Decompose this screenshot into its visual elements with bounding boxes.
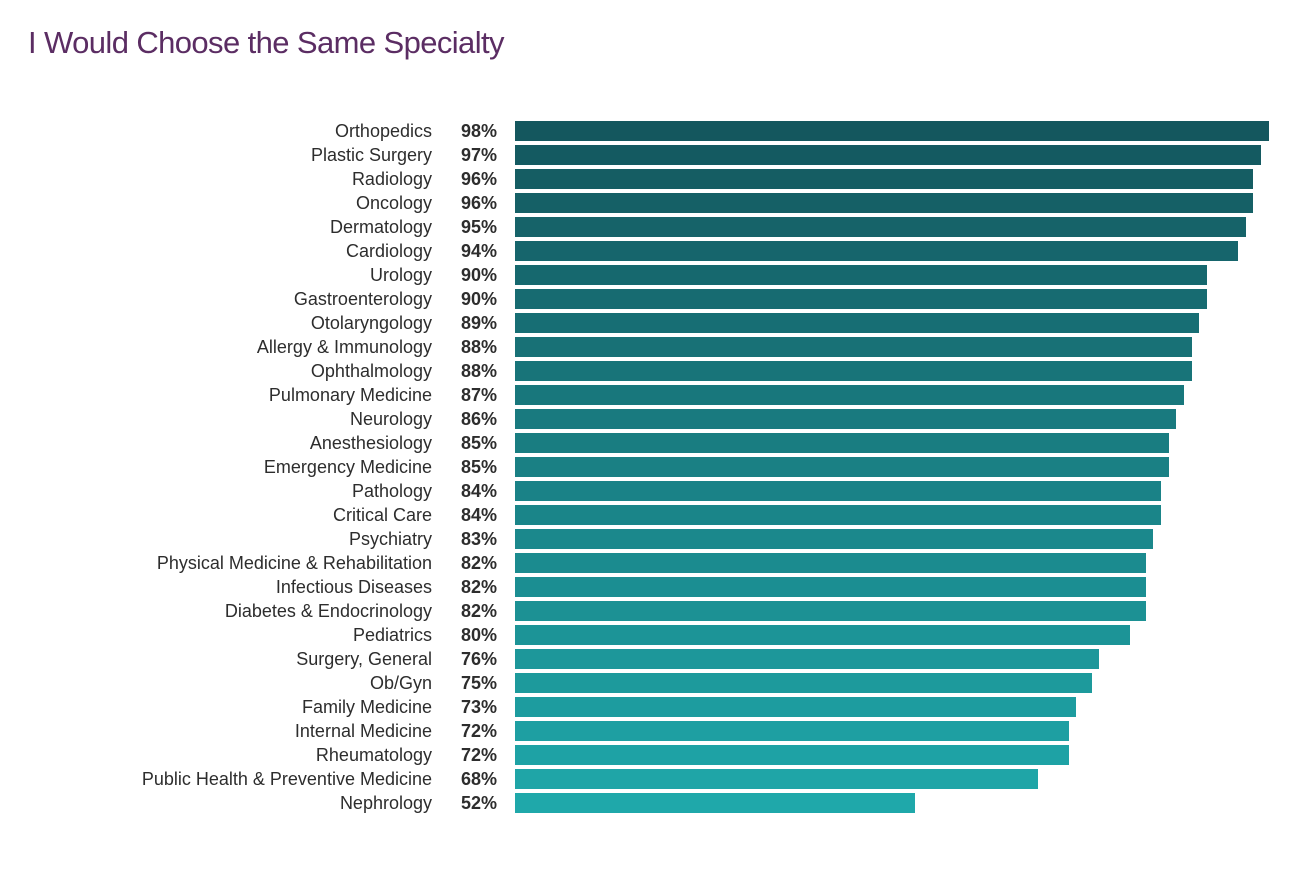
bar-track	[515, 121, 1284, 141]
value-label: 82%	[460, 601, 497, 621]
chart-row	[0, 479, 1290, 503]
category-label: Oncology	[355, 193, 432, 213]
chart-row	[0, 215, 1290, 239]
value-label: 98%	[460, 121, 497, 141]
bar-track	[515, 145, 1284, 165]
chart-row	[0, 239, 1290, 263]
bar-track	[515, 289, 1284, 309]
category-label: Rheumatology	[315, 745, 432, 765]
bar-track	[515, 217, 1284, 237]
category-label: Diabetes & Endocrinology	[224, 601, 432, 621]
bar	[515, 649, 1099, 669]
category-label: Ob/Gyn	[369, 673, 432, 693]
value-label: 52%	[460, 793, 497, 813]
category-label: Internal Medicine	[294, 721, 432, 741]
category-label: Infectious Diseases	[275, 577, 432, 597]
bar	[515, 217, 1246, 237]
value-label: 87%	[460, 385, 497, 405]
bar	[515, 169, 1253, 189]
chart-row	[0, 551, 1290, 575]
bar	[515, 673, 1092, 693]
category-label: Dermatology	[329, 217, 432, 237]
chart-row	[0, 287, 1290, 311]
category-label: Neurology	[349, 409, 432, 429]
category-label: Gastroenterology	[293, 289, 432, 309]
bar-track	[515, 337, 1284, 357]
value-label: 97%	[460, 145, 497, 165]
category-label: Urology	[369, 265, 432, 285]
category-label: Emergency Medicine	[263, 457, 432, 477]
value-label: 95%	[460, 217, 497, 237]
category-label: Otolaryngology	[310, 313, 432, 333]
category-label: Family Medicine	[301, 697, 432, 717]
bar	[515, 265, 1207, 285]
chart-row	[0, 191, 1290, 215]
value-label: 82%	[460, 553, 497, 573]
bar-track	[515, 193, 1284, 213]
bar	[515, 745, 1069, 765]
bar	[515, 241, 1238, 261]
value-label: 90%	[460, 289, 497, 309]
value-label: 84%	[460, 481, 497, 501]
chart-row	[0, 119, 1290, 143]
bar-track	[515, 793, 1284, 813]
bar-track	[515, 673, 1284, 693]
chart-row	[0, 311, 1290, 335]
category-label: Public Health & Preventive Medicine	[141, 769, 432, 789]
value-label: 73%	[460, 697, 497, 717]
bar	[515, 481, 1161, 501]
value-label: 80%	[460, 625, 497, 645]
bar-track	[515, 697, 1284, 717]
chart-row	[0, 671, 1290, 695]
chart-row	[0, 455, 1290, 479]
bar	[515, 577, 1146, 597]
bar	[515, 529, 1153, 549]
bar	[515, 121, 1269, 141]
category-label: Psychiatry	[348, 529, 432, 549]
value-label: 72%	[460, 745, 497, 765]
bar-track	[515, 241, 1284, 261]
bar	[515, 457, 1169, 477]
bar	[515, 769, 1038, 789]
bar-track	[515, 601, 1284, 621]
value-label: 88%	[460, 337, 497, 357]
bar	[515, 409, 1176, 429]
bar-track	[515, 745, 1284, 765]
value-label: 96%	[460, 169, 497, 189]
category-label: Anesthesiology	[309, 433, 432, 453]
value-label: 76%	[460, 649, 497, 669]
bar-track	[515, 721, 1284, 741]
bar	[515, 385, 1184, 405]
chart-row	[0, 743, 1290, 767]
category-label: Surgery, General	[296, 649, 432, 669]
value-label: 96%	[460, 193, 497, 213]
chart-row	[0, 647, 1290, 671]
bar-track	[515, 313, 1284, 333]
value-label: 82%	[460, 577, 497, 597]
value-label: 75%	[460, 673, 497, 693]
bar	[515, 625, 1130, 645]
chart-row	[0, 143, 1290, 167]
category-label: Orthopedics	[334, 121, 432, 141]
bar	[515, 289, 1207, 309]
value-label: 84%	[460, 505, 497, 525]
value-label: 72%	[460, 721, 497, 741]
category-label: Physical Medicine & Rehabilitation	[156, 553, 432, 573]
bar-track	[515, 529, 1284, 549]
bar-track	[515, 577, 1284, 597]
chart-row	[0, 167, 1290, 191]
bar	[515, 145, 1261, 165]
chart-row	[0, 359, 1290, 383]
bar-track	[515, 625, 1284, 645]
category-label: Pediatrics	[352, 625, 432, 645]
bar	[515, 361, 1192, 381]
bar	[515, 793, 915, 813]
bar-track	[515, 769, 1284, 789]
category-label: Nephrology	[339, 793, 432, 813]
bar-track	[515, 409, 1284, 429]
bar	[515, 433, 1169, 453]
chart-row	[0, 383, 1290, 407]
category-label: Allergy & Immunology	[256, 337, 432, 357]
value-label: 90%	[460, 265, 497, 285]
bar	[515, 313, 1199, 333]
bar-track	[515, 481, 1284, 501]
bar-track	[515, 433, 1284, 453]
chart-row	[0, 767, 1290, 791]
bar	[515, 553, 1146, 573]
bar	[515, 601, 1146, 621]
bar-track	[515, 265, 1284, 285]
value-label: 68%	[460, 769, 497, 789]
bar-track	[515, 361, 1284, 381]
category-label: Critical Care	[332, 505, 432, 525]
chart-row	[0, 719, 1290, 743]
category-label: Ophthalmology	[310, 361, 432, 381]
chart-row	[0, 407, 1290, 431]
value-label: 89%	[460, 313, 497, 333]
bar-track	[515, 649, 1284, 669]
chart-row	[0, 599, 1290, 623]
chart-row	[0, 431, 1290, 455]
chart-row	[0, 335, 1290, 359]
chart-row	[0, 263, 1290, 287]
bar	[515, 193, 1253, 213]
category-label: Radiology	[351, 169, 432, 189]
value-label: 85%	[460, 433, 497, 453]
bar	[515, 337, 1192, 357]
value-label: 88%	[460, 361, 497, 381]
bar-track	[515, 457, 1284, 477]
chart-row	[0, 575, 1290, 599]
value-label: 94%	[460, 241, 497, 261]
chart-row	[0, 623, 1290, 647]
category-label: Pathology	[351, 481, 432, 501]
category-label: Pulmonary Medicine	[268, 385, 432, 405]
bar-track	[515, 385, 1284, 405]
bar	[515, 721, 1069, 741]
chart-row	[0, 503, 1290, 527]
category-label: Cardiology	[345, 241, 432, 261]
category-label: Plastic Surgery	[310, 145, 432, 165]
bar-track	[515, 169, 1284, 189]
chart-row	[0, 791, 1290, 815]
bar	[515, 697, 1076, 717]
chart-row	[0, 695, 1290, 719]
chart-title: I Would Choose the Same Specialty	[28, 25, 504, 60]
value-label: 85%	[460, 457, 497, 477]
value-label: 83%	[460, 529, 497, 549]
bar-chart	[0, 119, 1290, 815]
value-label: 86%	[460, 409, 497, 429]
bar	[515, 505, 1161, 525]
bar-track	[515, 553, 1284, 573]
chart-row	[0, 527, 1290, 551]
bar-track	[515, 505, 1284, 525]
